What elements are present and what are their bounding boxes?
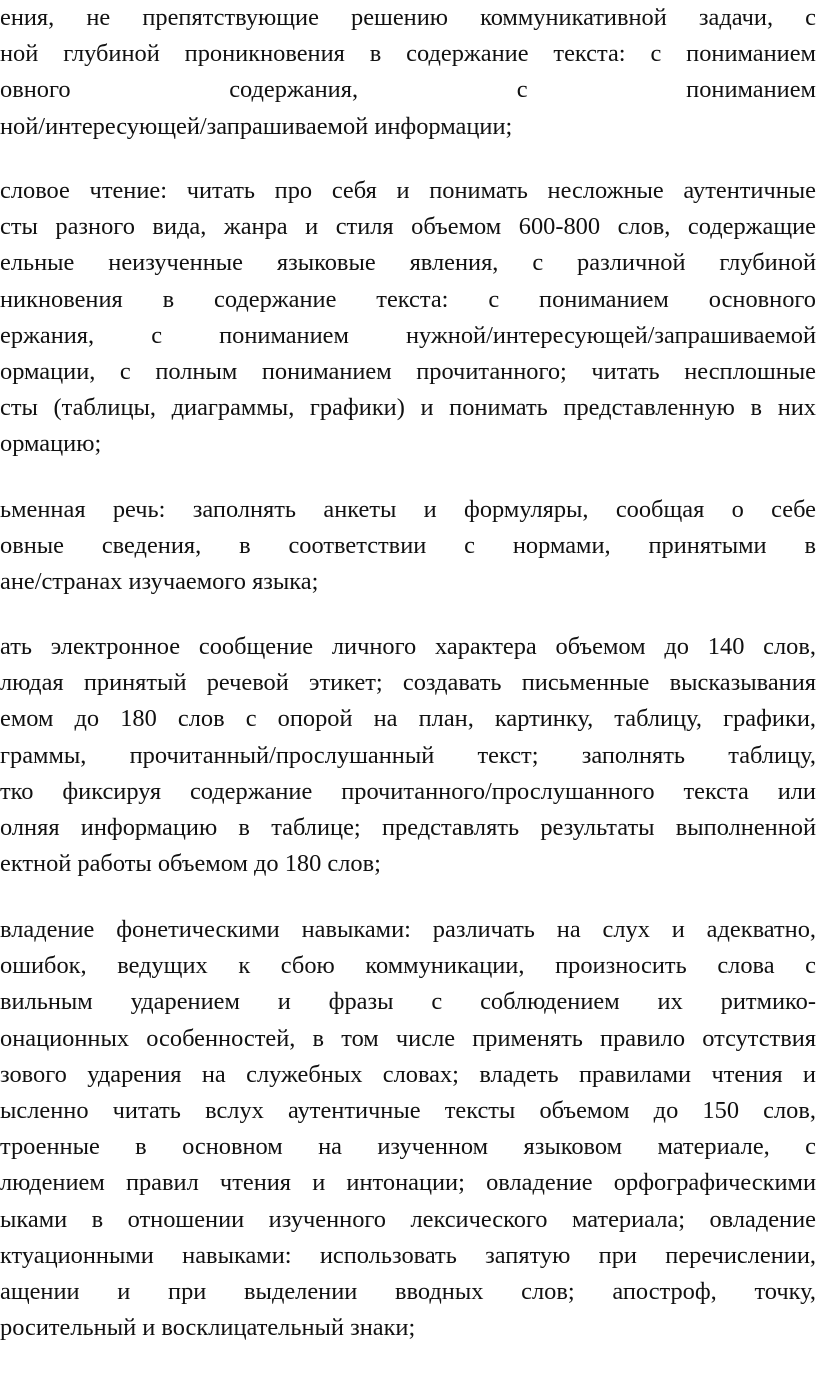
text-line: ения, не препятствующие решению коммуникативной задачи, с [0, 4, 816, 31]
text-line: ысленно читать вслух аутентичные тексты объемом до 150 слов, [0, 1096, 816, 1124]
text-line: ащении и при выделении вводных слов; апостроф, точку, [0, 1277, 816, 1305]
text-line: ктуационными навыками: использовать запятую при перечислении, [0, 1241, 816, 1269]
paragraph-2 [0, 173, 816, 463]
text-line: росительный и восклицательный знаки; [0, 1314, 416, 1342]
text-line: троенные в основном на изученном языковом материале, с [0, 1133, 816, 1161]
text-line: ной глубиной проникновения в содержание текста: с пониманием [0, 40, 816, 68]
text-line: тко фиксируя содержание прочитанного/прослушанного текста или [0, 777, 816, 805]
text-line: емом до 180 слов с опорой на план, картинку, таблицу, графики, [0, 705, 816, 733]
text-line: ельные неизученные языковые явления, с различной глубиной [0, 249, 816, 277]
text-line: людением правил чтения и интонации; овладение орфографическими [0, 1169, 816, 1197]
text-line: зового ударения на служебных словах; владеть правилами чтения и [0, 1060, 816, 1088]
text-line: ной/интересующей/запрашиваемой информации; [0, 112, 513, 140]
paragraph-3 [0, 492, 816, 601]
text-line: ыками в отношении изученного лексического материала; овладение [0, 1205, 816, 1233]
text-line: ьменная речь: заполнять анкеты и формуляры, сообщая о себе [0, 496, 816, 523]
text-line: словое чтение: читать про себя и понимать несложные аутентичные [0, 177, 816, 204]
text-line: людая принятый речевой этикет; создавать письменные высказывания [0, 669, 816, 697]
text-line: олняя информацию в таблице; представлять результаты выполненной [0, 813, 816, 841]
text-line: ане/странах изучаемого языка; [0, 568, 319, 596]
text-line: никновения в содержание текста: с пониманием основного [0, 285, 816, 313]
text-line: овного содержания, с пониманием [0, 76, 816, 104]
paragraph-5 [0, 912, 816, 1346]
text-line: граммы, прочитанный/прослушанный текст; заполнять таблицу, [0, 741, 816, 769]
text-line: овные сведения, в соответствии с нормами, принятыми в [0, 532, 816, 560]
text-line: онационных особенностей, в том числе применять правило отсутствия [0, 1024, 816, 1052]
text-line: сты (таблицы, диаграммы, графики) и понимать представленную в них [0, 394, 816, 422]
paragraph-4 [0, 629, 816, 882]
paragraph-1 [0, 0, 816, 145]
text-line: сты разного вида, жанра и стиля объемом 600-800 слов, содержащие [0, 213, 816, 241]
text-line: ектной работы объемом до 180 слов; [0, 850, 381, 878]
text-line: вильным ударением и фразы с соблюдением их ритмико- [0, 988, 816, 1016]
text-line: владение фонетическими навыками: различать на слух и адекватно, [0, 916, 816, 943]
text-line: ошибок, ведущих к сбою коммуникации, произносить слова с [0, 952, 816, 980]
text-line: ормации, с полным пониманием прочитанного; читать несплошные [0, 357, 816, 385]
text-line: ормацию; [0, 430, 102, 458]
text-line: ержания, с пониманием нужной/интересующей/запрашиваемой [0, 321, 816, 349]
text-line: ать электронное сообщение личного характера объемом до 140 слов, [0, 633, 816, 660]
